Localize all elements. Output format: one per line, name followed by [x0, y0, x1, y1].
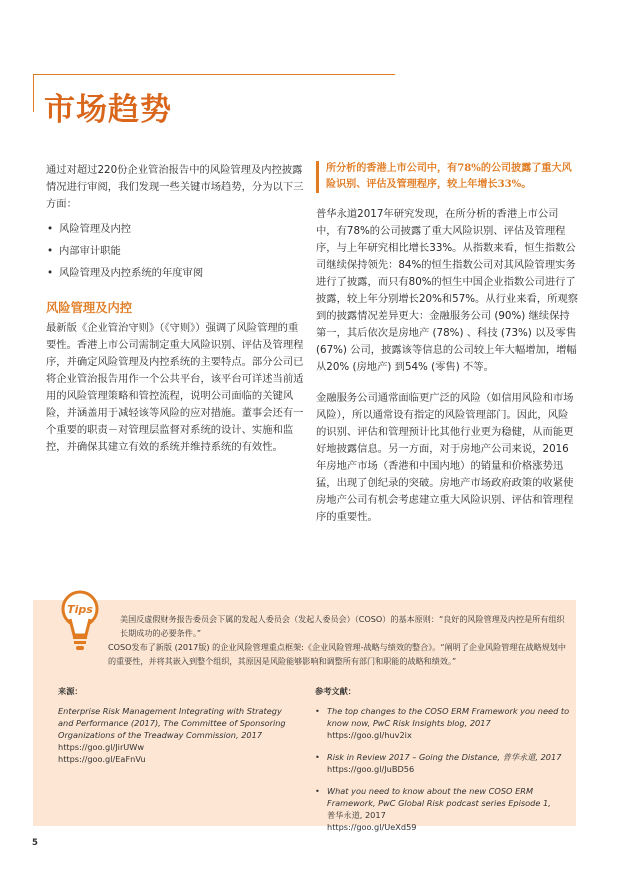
page-number: 5: [32, 838, 38, 848]
sources-block: [58, 685, 298, 765]
reference-extra: 普华永道, 2017: [327, 810, 386, 820]
section-paragraph: 最新版《企业管治守则》（《守则》）强调了风险管理的重要性。香港上市公司需制定重大风险识别、评估及管理程序，并确定风险管理及内控系统的主要特点。部分公司已将企业管治报告用作一个公共平台，该平台可详述当前适用的风险管理策略和管控流程，说明公司面临的关键风险，并涵盖用于减轻该等风险的应对措施。董事会还有一个重要的职责－对管理层监督对系统的设计、实施和监控，并确保其建立有效的系统并维持系统的有效性。: [46, 322, 304, 453]
tip-text: 美国反虚假财务报告委员会下属的发起人委员会（发起人委员会）（COSO）的基本原则：“良好的风险管理及内控是所有组织长期成功的必要条件。”: [120, 614, 565, 638]
tip-text: COSO发布了新版 (2017版) 的企业风险管理重点框架:《企业风险管理-战略与绩效的整合》。“阐明了企业风险管理在战略规划中的重要性，并将其嵌入到整个组织，其原因是风险能够影响和调整所有部门和职能的战略和绩效。”: [108, 642, 566, 666]
source-link[interactable]: https://goo.gl/EaFnVu: [58, 754, 146, 764]
references-block: [315, 685, 573, 843]
tips-badge-label: Tips: [67, 603, 93, 616]
reference-link[interactable]: https://goo.gl/huv2ix: [327, 730, 412, 740]
reference-item: [315, 751, 573, 775]
reference-title: • What you need to know about the new COSO ERM Framework, PwC Global Risk podcast series Episode 1,: [327, 786, 551, 808]
lightbulb-icon: [60, 589, 100, 659]
source-citation: Enterprise Risk Management Integrating with Strategy and Performance (2017), The Committee of Sponsoring Organizations of the Treadway Commission, 2017: [58, 706, 286, 740]
reference-item: [315, 785, 573, 833]
header-rule-vertical: [33, 74, 34, 112]
reference-title: • The top changes to the COSO ERM Framework you need to know now, PwC Risk Insights blog, 2017: [327, 706, 570, 728]
right-column: [316, 161, 578, 526]
reference-title: • Risk in Review 2017 – Going the Distance, 普华永道, 2017: [327, 752, 562, 762]
header-rule: [33, 74, 395, 75]
list-item: • 风险管理及内控系统的年度审阅: [46, 265, 304, 282]
left-column: [46, 162, 304, 456]
intro-paragraph: 通过对超过220份企业管治报告中的风险管理及内控披露情况进行审阅，我们发现一些关键市场趋势，分为以下三方面：: [46, 164, 304, 210]
references-heading: 参考文献：: [315, 686, 356, 696]
highlight-callout: 所分析的香港上市公司中，有78%的公司披露了重大风险识别、评估及管理程序，较上年增长33%。: [316, 161, 578, 193]
reference-list: [315, 705, 573, 833]
trend-list: [46, 221, 304, 282]
source-link[interactable]: https://goo.gl/JirUWw: [58, 742, 145, 752]
list-item: • 内部审计职能: [46, 243, 304, 260]
section-heading: 风险管理及内控: [46, 300, 133, 315]
reference-item: [315, 705, 573, 741]
reference-link[interactable]: https://goo.gl/JuBD56: [327, 764, 415, 774]
body-paragraph: 金融服务公司通常面临更广泛的风险（如信用风险和市场风险），所以通常设有指定的风险管理部门。因此，风险的识别、评估和管理预计比其他行业更为稳健，从而能更好地披露信息。另一方面，对于房地产公司来说，2016年房地产市场（香港和中国内地）的销量和价格涨势迅猛，出现了创纪录的突破。房地产市场政府政策的收紧使房地产公司有机会考虑建立重大风险识别、评估和管理程序的重要性。: [316, 392, 574, 523]
reference-link[interactable]: https://goo.gl/UeXd59: [327, 822, 417, 832]
sources-heading: 来源：: [58, 686, 83, 696]
list-item: • 风险管理及内控: [46, 221, 304, 238]
body-paragraph: 普华永道2017年研究发现，在所分析的香港上市公司中，有78%的公司披露了重大风险识别、评估及管理程序，与上年研究相比增长33%。从指数来看，恒生指数公司继续保持领先：84%的恒生指数公司对其风险管理实务进行了披露，而只有80%的恒生中国企业指数公司进行了披露，较上年分别增长20%和57%。从行业来看，所观察到的披露情况差异更大：金融服务公司 (90%) 继续保持第一，其后依次是房地产 (78%) 、科技 (73%) 以及零售 (67%) 公司，披露该等信息的公司较上年大幅增加，增幅从20% (房地产) 到54% (零售) 不等。: [316, 208, 579, 373]
page-title: 市场趋势: [44, 92, 172, 128]
